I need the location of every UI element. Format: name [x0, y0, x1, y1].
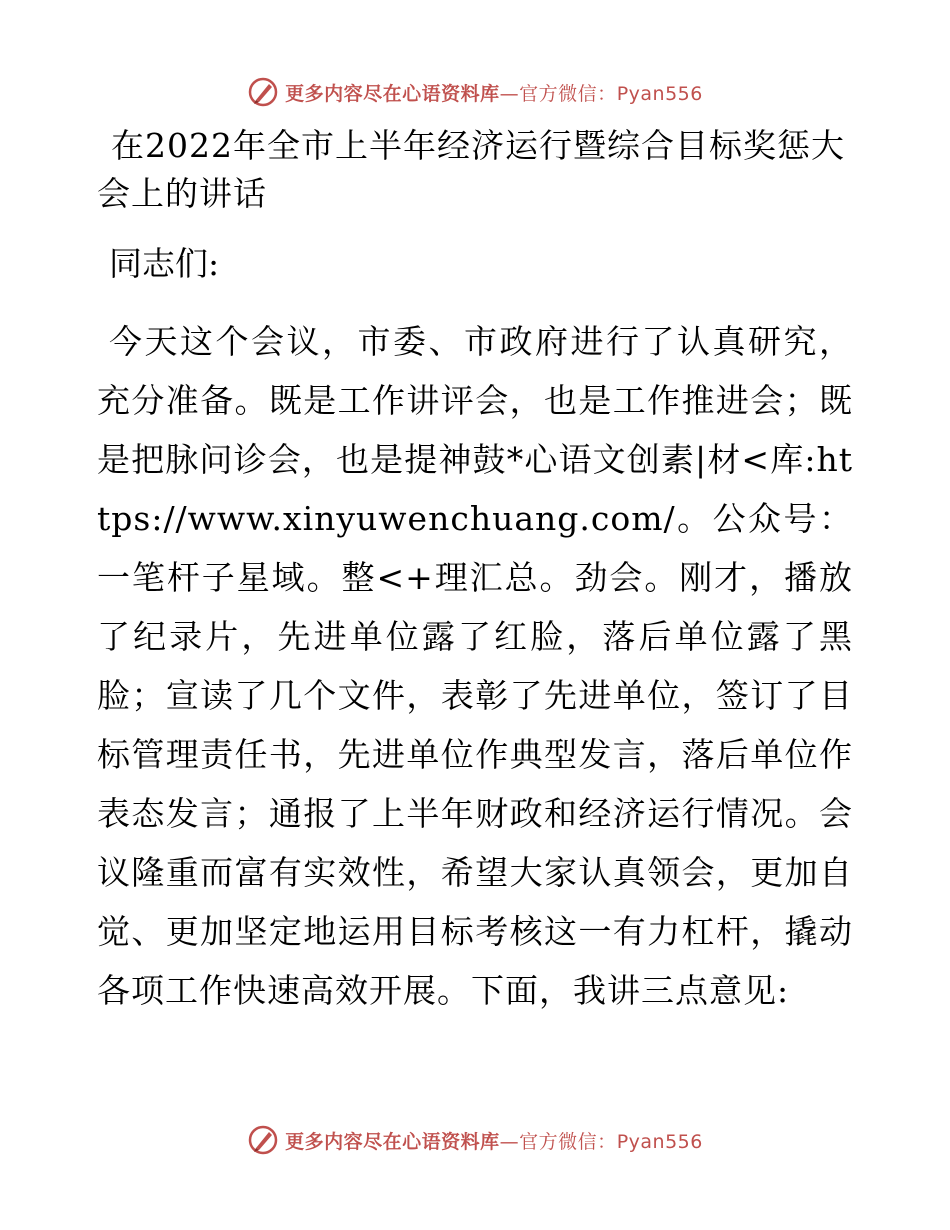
banner-text	[285, 79, 703, 106]
banner-wechat-label: 官方微信：	[519, 82, 617, 105]
footer-watermark-banner	[0, 1120, 950, 1160]
quill-pen-logo-icon	[247, 76, 279, 108]
document-greeting: 同志们:	[109, 244, 220, 283]
document-title: 在2022年全市上半年经济运行暨综合目标奖惩大会上的讲话	[97, 126, 845, 213]
banner-main-text: 更多内容尽在心语资料库	[285, 82, 500, 105]
header-watermark-banner	[0, 72, 950, 112]
quill-pen-logo-icon	[247, 1124, 279, 1156]
banner-text	[285, 1127, 703, 1154]
banner-wechat-id: Pyan556	[616, 82, 703, 105]
banner-main-text: 更多内容尽在心语资料库	[285, 1130, 500, 1153]
banner-dash: —	[499, 1130, 520, 1153]
banner-wechat-label: 官方微信：	[519, 1130, 617, 1153]
banner-dash: —	[499, 82, 520, 105]
document-paragraph: 今天这个会议，市委、市政府进行了认真研究，充分准备。既是工作讲评会，也是工作推进会；既是把脉问诊会，也是提神鼓*心语文创素|材<库:https://www.xinyuwenchuang.com/。公众号：一笔杆子星域。整<+理汇总。劲会。刚才，播放了纪录片，先进单位露了红脸，落后单位露了黑脸；宣读了几个文件，表彰了先进单位，签订了目标管理责任书，先进单位作典型发言，落后单位作表态发言；通报了上半年财政和经济运行情况。会议隆重而富有实效性，希望大家认真领会，更加自觉、更加坚定地运用目标考核这一有力杠杆，撬动各项工作快速高效开展。下面，我讲三点意见:	[97, 322, 853, 1010]
document-body	[97, 122, 853, 1020]
banner-wechat-id: Pyan556	[616, 1130, 703, 1153]
